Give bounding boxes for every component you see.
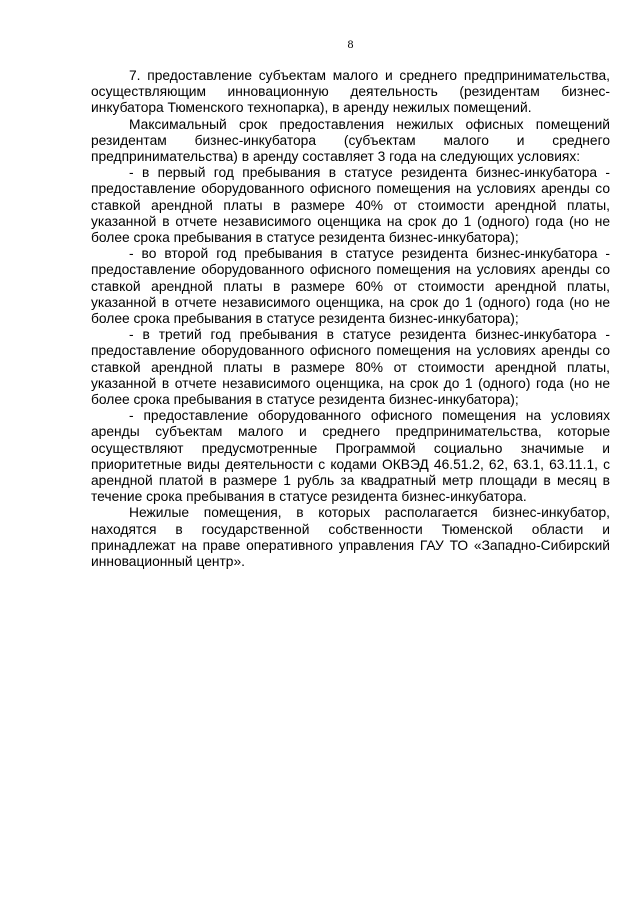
text-line: 7. предоставление субъектам малого и среднего предпринимательства, [129,68,610,83]
paragraph [91,165,610,246]
text-line: - в третий год пребывания в статусе резидента бизнес-инкубатора - [129,327,610,343]
text-line: указанной в отчете независимого оценщика на срок до 1 (одного) года (но не [91,213,610,229]
text-line: инновационный центр». [91,554,245,570]
text-line: указанной в отчете независимого оценщика, на срок до 1 (одного) года (но не [91,375,610,391]
text-line: находятся в государственной собственности Тюменской области и [91,521,610,537]
text-line: предпринимательства) в аренду составляет 3 года на следующих условиях: [91,149,581,165]
text-line: принадлежат на праве оперативного управления ГАУ ТО «Западно-Сибирский [91,537,610,553]
text-line: осуществляющим инновационную деятельность (резидентам бизнес- [91,84,610,100]
paragraph [91,505,610,570]
text-line: ставкой арендной платы в размере 80% от стоимости арендной платы, [91,359,610,375]
text-line: более срока пребывания в статусе резидента бизнес-инкубатора); [91,230,519,246]
text-line: осуществляют предусмотренные Программой социально значимые и [91,440,610,456]
text-line: указанной в отчете независимого оценщика, на срок до 1 (одного) года (но не [91,294,610,310]
text-line: Нежилые помещения, в которых располагается бизнес-инкубатор, [129,505,610,521]
body-text [91,68,610,570]
paragraph [91,408,610,505]
text-line: инкубатора Тюменского технопарка), в аренду нежилых помещений. [91,100,532,116]
text-line: более срока пребывания в статусе резидента бизнес-инкубатора); [91,311,519,327]
text-line: арендной платой в размере 1 рубль за квадратный метр площади в месяц в [91,473,610,489]
paragraph [91,68,610,117]
text-line: резидентам бизнес-инкубатора (субъектам малого и среднего [91,132,610,148]
text-line: Максимальный срок предоставления нежилых офисных помещений [129,116,610,132]
paragraph [91,117,610,166]
text-line: предоставление оборудованного офисного помещения на условиях аренды со [91,181,610,197]
text-line: предоставление оборудованного офисного помещения на условиях аренды со [91,343,610,359]
text-line: приоритетные виды деятельности с кодами ОКВЭД 46.51.2, 62, 63.1, 63.11.1, с [91,456,610,472]
paragraph [91,246,610,327]
page-number: 8 [347,37,354,51]
text-line: - во второй год пребывания в статусе резидента бизнес-инкубатора - [129,246,610,262]
text-line: - в первый год пребывания в статусе резидента бизнес-инкубатора - [129,165,610,181]
text-line: аренды субъектам малого и среднего предпринимательства, которые [91,424,610,440]
text-line: течение срока пребывания в статусе резидента бизнес-инкубатора. [91,489,527,505]
text-line: - предоставление оборудованного офисного помещения на условиях [129,408,610,424]
text-line: ставкой арендной платы в размере 40% от стоимости арендной платы, [91,197,610,213]
text-line: более срока пребывания в статусе резидента бизнес-инкубатора); [91,392,519,408]
text-line: ставкой арендной платы в размере 60% от стоимости арендной платы, [91,278,610,294]
text-line: предоставление оборудованного офисного помещения на условиях аренды со [91,262,610,278]
paragraph [91,327,610,408]
